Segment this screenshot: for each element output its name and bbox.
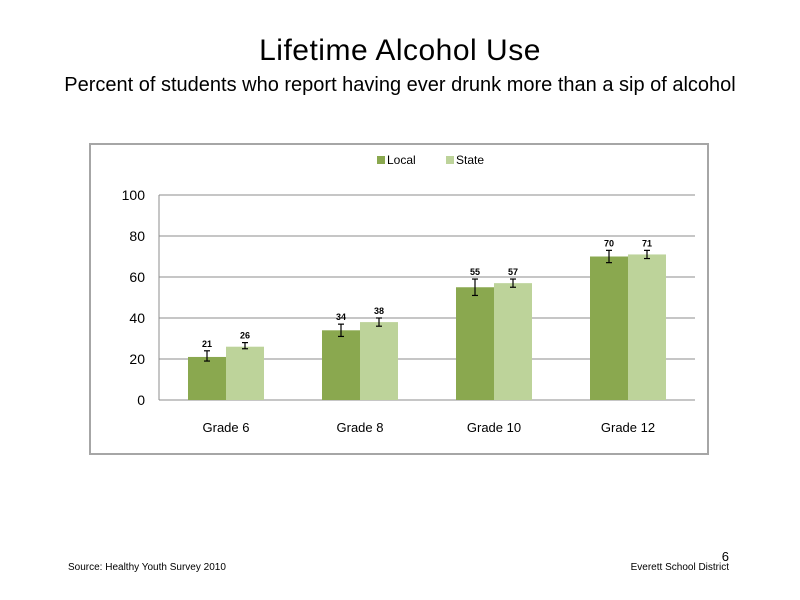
- y-tick-label: 40: [129, 310, 145, 326]
- x-tick-label: Grade 12: [600, 420, 656, 435]
- y-tick-label: 60: [129, 269, 145, 285]
- bar-local: [188, 357, 226, 400]
- legend-label-state: State: [456, 153, 485, 167]
- y-tick-label: 80: [129, 228, 145, 244]
- y-tick-label: 100: [121, 187, 145, 203]
- bar-state: [360, 322, 398, 400]
- x-tick-label: Grade 8: [336, 420, 384, 435]
- data-label: 21: [201, 338, 213, 349]
- data-label: 57: [507, 267, 519, 278]
- y-tick-label: 0: [137, 392, 145, 408]
- bar-local: [590, 257, 628, 401]
- bar-state: [226, 347, 264, 400]
- page-number: 6: [721, 549, 729, 564]
- data-label: 38: [373, 306, 385, 316]
- data-label: 70: [603, 238, 615, 249]
- legend-swatch-state: [446, 156, 454, 164]
- bar-local: [456, 287, 494, 400]
- bar-state: [628, 254, 666, 400]
- data-label: 55: [469, 267, 481, 278]
- legend-label-local: Local: [387, 153, 416, 167]
- data-label: 26: [239, 330, 251, 341]
- data-label: 34: [335, 312, 347, 323]
- data-label: 71: [641, 238, 653, 249]
- district-name: Everett School District: [630, 562, 729, 573]
- x-tick-label: Grade 10: [466, 420, 522, 435]
- slide-subtitle: Percent of students who report having ever drunk more than a sip of alcohol: [64, 74, 736, 96]
- y-tick-label: 20: [129, 351, 145, 367]
- slide-title: Lifetime Alcohol Use: [259, 34, 541, 67]
- legend-swatch-local: [377, 156, 385, 164]
- x-tick-label: Grade 6: [202, 420, 250, 435]
- source-note: Source: Healthy Youth Survey 2010: [68, 562, 226, 573]
- bar-local: [322, 330, 360, 400]
- bar-state: [494, 283, 532, 400]
